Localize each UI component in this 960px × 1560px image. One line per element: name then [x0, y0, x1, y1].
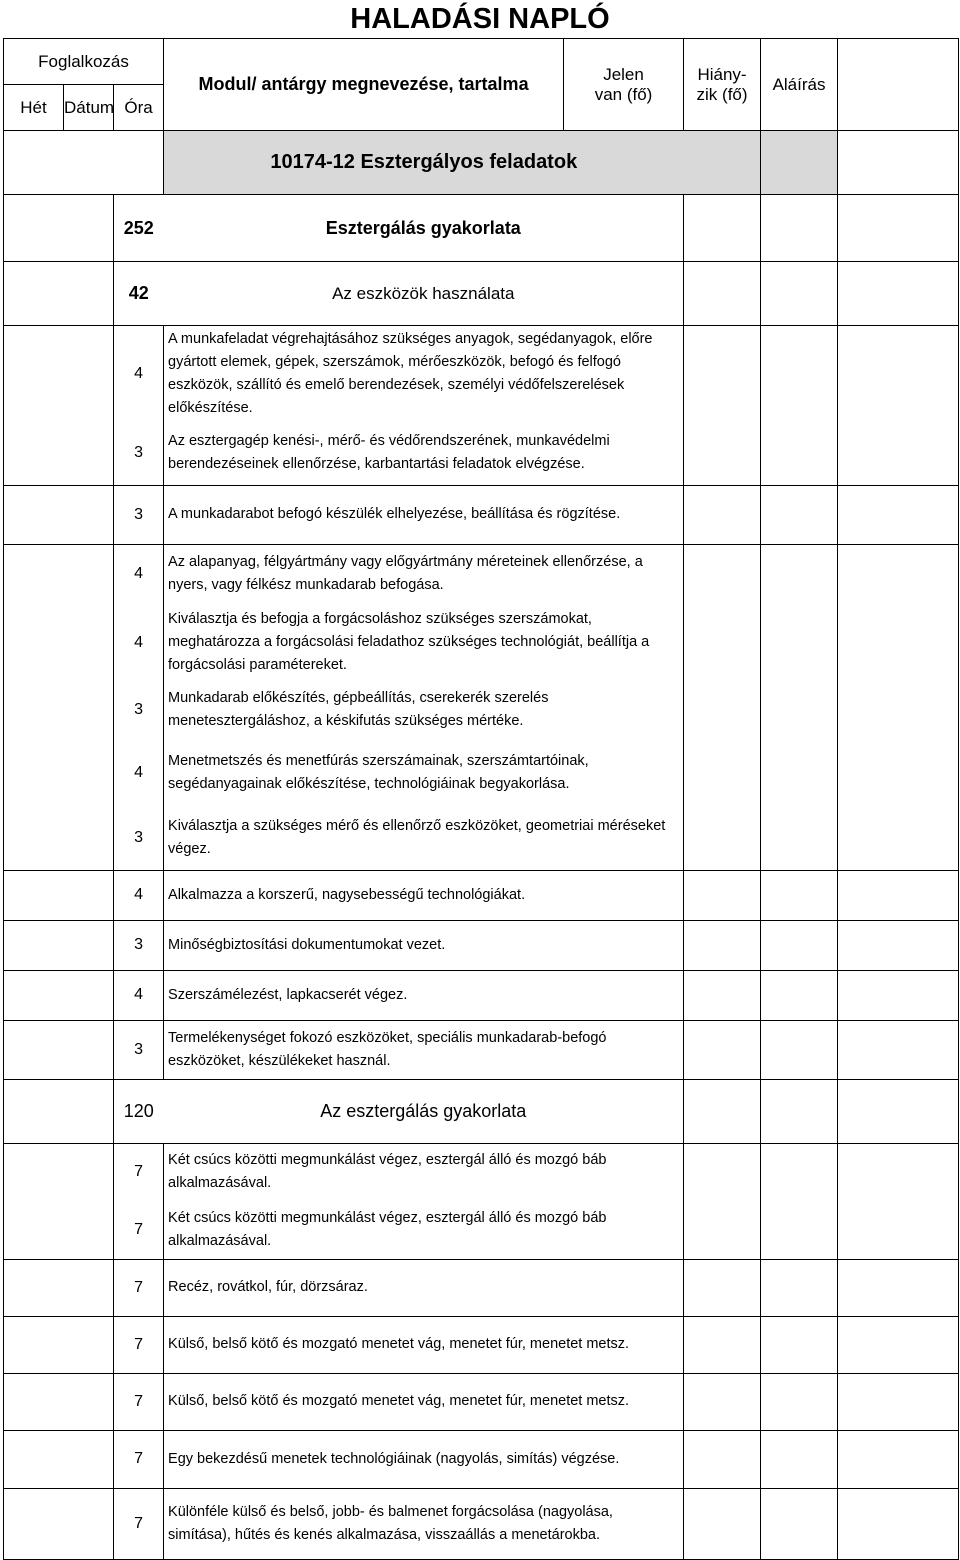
topic2-item-hours: 7 — [114, 1201, 164, 1259]
topic1-single-cell-3 — [838, 1020, 959, 1079]
topic2-single-cell-3 — [838, 1488, 959, 1559]
topic2-item-hours: 7 — [114, 1259, 164, 1316]
topic1-item-text: A munkadarabot befogó készülék elhelyezése, beállítása és rögzítése. — [164, 485, 684, 544]
topic1-item-text: Szerszámélezést, lapkacserét végez. — [164, 970, 684, 1020]
topic1-item-text: Menetmetszés és menetfúrás szerszámainak, szerszámtartóinak, segédanyagainak előkészítése, technológiáinak begyakorlása. — [164, 739, 684, 806]
topic2-title: Az esztergálás gyakorlata — [164, 1079, 684, 1143]
topic1-single-cell-1 — [684, 970, 761, 1020]
topic1-single-cell-2 — [761, 1020, 838, 1079]
topic1-single-blank — [4, 1020, 114, 1079]
topic2-item-hours: 7 — [114, 1488, 164, 1559]
topic2-item-text: Két csúcs közötti megmunkálást végez, esztergál álló és mozgó báb alkalmazásával. — [164, 1143, 684, 1201]
topic1-item-text: Alkalmazza a korszerű, nagysebességű technológiákat. — [164, 870, 684, 920]
topic2-single-cell-2 — [761, 1488, 838, 1559]
module-blank — [4, 131, 164, 195]
topic2-single-cell-3 — [838, 1430, 959, 1488]
topic2-single-cell-2 — [761, 1373, 838, 1430]
header-modul: Modul/ antárgy megnevezése, tartalma — [164, 39, 564, 131]
topic2-hours: 120 — [114, 1079, 164, 1143]
topic1-item-text: Munkadarab előkészítés, gépbeállítás, cserekerék szerelés menetesztergáláshoz, a késkifutás szükséges mértéke. — [164, 681, 684, 739]
topic2-single-cell-3 — [838, 1316, 959, 1373]
header-empty — [838, 39, 959, 131]
topic1-item-hours: 4 — [114, 544, 164, 604]
topic2-blockA-cell-2 — [761, 1143, 838, 1259]
header-het: Hét — [4, 85, 64, 131]
topic1-single-cell-1 — [684, 870, 761, 920]
topic2-single-cell-3 — [838, 1373, 959, 1430]
topic2-cell-1 — [684, 1079, 761, 1143]
topic1-hours: 42 — [114, 262, 164, 326]
topic1-item-text: Termelékenységet fokozó eszközöket, speciális munkadarab-befogó eszközöket, készülékeket használ. — [164, 1020, 684, 1079]
topic1-item-text: A munkafeladat végrehajtásához szükséges anyagok, segédanyagok, előre gyártott elemek, gépek, szerszámok, mérőeszközök, befogó és felfogó eszközök, szállító és emelő berendezések, személyi védőfelszerelések előkészítése. — [164, 326, 684, 423]
topic1-item-hours: 3 — [114, 1020, 164, 1079]
topic2-blockA-cell-1 — [684, 1143, 761, 1259]
topic2-single-cell-1 — [684, 1430, 761, 1488]
topic1-single-cell-2 — [761, 870, 838, 920]
topic2-item-text: Külső, belső kötő és mozgató menetet vág, menetet fúr, menetet metsz. — [164, 1316, 684, 1373]
topic1-item-hours: 4 — [114, 870, 164, 920]
topic1-blockA-cell-1 — [684, 326, 761, 486]
topic2-single-blank — [4, 1430, 114, 1488]
topic1-item-hours: 3 — [114, 681, 164, 739]
subject-blank — [4, 195, 114, 262]
topic1-single-blank — [4, 920, 114, 970]
header-jelen — [564, 39, 684, 131]
topic2-single-cell-1 — [684, 1373, 761, 1430]
header-ora: Óra — [114, 85, 164, 131]
topic2-single-cell-1 — [684, 1488, 761, 1559]
topic2-item-hours: 7 — [114, 1373, 164, 1430]
progress-log-table — [3, 38, 959, 1560]
subject-title: Esztergálás gyakorlata — [164, 195, 684, 262]
topic1-blockA-blank — [4, 326, 114, 486]
topic1-title: Az eszközök használata — [164, 262, 684, 326]
topic2-item-hours: 7 — [114, 1316, 164, 1373]
document-title: HALADÁSI NAPLÓ — [350, 3, 610, 35]
topic1-single-blank — [4, 970, 114, 1020]
topic1-item-text: Az alapanyag, félgyártmány vagy előgyártmány méreteinek ellenőrzése, a nyers, vagy félkész munkadarab befogása. — [164, 544, 684, 604]
topic1-item-text: Az esztergagép kenési-, mérő- és védőrendszerének, munkavédelmi berendezéseinek ellenőrzése, karbantartási feladatok elvégzése. — [164, 422, 684, 485]
topic2-single-cell-2 — [761, 1316, 838, 1373]
topic1-blockA-cell-2 — [761, 326, 838, 486]
topic2-single-blank — [4, 1488, 114, 1559]
topic1-cell-3 — [838, 262, 959, 326]
topic2-single-cell-2 — [761, 1430, 838, 1488]
topic2-item-text: Recéz, rovátkol, fúr, dörzsáraz. — [164, 1259, 684, 1316]
topic2-item-text: Két csúcs közötti megmunkálást végez, esztergál álló és mozgó báb alkalmazásával. — [164, 1201, 684, 1259]
topic2-item-text: Egy bekezdésű menetek technológiáinak (nagyolás, simítás) végzése. — [164, 1430, 684, 1488]
module-title: 10174-12 Esztergályos feladatok — [164, 131, 684, 195]
topic2-single-cell-2 — [761, 1259, 838, 1316]
topic2-blockA-cell-3 — [838, 1143, 959, 1259]
topic2-blockA-blank — [4, 1143, 114, 1259]
topic2-item-hours: 7 — [114, 1143, 164, 1201]
topic1-single-cell-2 — [761, 920, 838, 970]
topic2-item-text: Különféle külső és belső, jobb- és balmenet forgácsolása (nagyolása, simítása), hűtés és kenés alkalmazása, visszaállás a menetárokba. — [164, 1488, 684, 1559]
topic1-item-hours: 3 — [114, 485, 164, 544]
topic1-single-cell-1 — [684, 920, 761, 970]
topic2-blank — [4, 1079, 114, 1143]
header-jelen-line1: Jelen — [603, 64, 644, 84]
topic1-single-cell-2 — [761, 970, 838, 1020]
subject-cell-2 — [761, 195, 838, 262]
topic2-item-text: Külső, belső kötő és mozgató menetet vág, menetet fúr, menetet metsz. — [164, 1373, 684, 1430]
topic1-cell-2 — [761, 262, 838, 326]
topic1-item-hours: 4 — [114, 604, 164, 681]
subject-cell-1 — [684, 195, 761, 262]
topic1-single-cell-3 — [838, 970, 959, 1020]
subject-hours: 252 — [114, 195, 164, 262]
topic1-blockB-cell-1 — [684, 485, 761, 544]
header-alairas: Aláírás — [761, 39, 838, 131]
topic1-blockC-cell-3 — [838, 544, 959, 870]
topic2-single-cell-3 — [838, 1259, 959, 1316]
header-hiany — [684, 39, 761, 131]
topic1-item-hours: 4 — [114, 739, 164, 806]
topic1-item-hours: 4 — [114, 326, 164, 423]
header-datum: Dátum — [64, 85, 114, 131]
topic1-item-text: Minőségbiztosítási dokumentumokat vezet. — [164, 920, 684, 970]
topic1-blockC-blank — [4, 544, 114, 870]
topic1-cell-1 — [684, 262, 761, 326]
topic1-item-hours: 3 — [114, 422, 164, 485]
topic1-single-cell-3 — [838, 920, 959, 970]
topic2-single-cell-1 — [684, 1316, 761, 1373]
topic1-item-text: Kiválasztja és befogja a forgácsoláshoz szükséges szerszámokat, meghatározza a forgácsolási feladathoz szükséges technológiát, beállítja a forgácsolási paramétereket. — [164, 604, 684, 681]
header-hiany-line1: Hiány- — [697, 64, 747, 84]
module-shade-1 — [684, 131, 761, 195]
topic1-single-cell-1 — [684, 1020, 761, 1079]
topic1-blockC-cell-2 — [761, 544, 838, 870]
topic1-blank — [4, 262, 114, 326]
topic2-single-blank — [4, 1373, 114, 1430]
topic1-single-blank — [4, 870, 114, 920]
topic1-item-hours: 3 — [114, 920, 164, 970]
topic2-single-cell-1 — [684, 1259, 761, 1316]
topic2-single-blank — [4, 1259, 114, 1316]
module-shade-2 — [761, 131, 838, 195]
topic2-cell-2 — [761, 1079, 838, 1143]
topic1-item-hours: 3 — [114, 806, 164, 870]
topic1-single-cell-3 — [838, 870, 959, 920]
topic2-single-blank — [4, 1316, 114, 1373]
topic1-blockB-cell-3 — [838, 485, 959, 544]
topic1-blockC-cell-1 — [684, 544, 761, 870]
module-blank-end — [838, 131, 959, 195]
subject-cell-3 — [838, 195, 959, 262]
topic2-cell-3 — [838, 1079, 959, 1143]
topic2-item-hours: 7 — [114, 1430, 164, 1488]
header-foglalkozas: Foglalkozás — [4, 39, 164, 85]
topic1-item-hours: 4 — [114, 970, 164, 1020]
topic1-item-text: Kiválasztja a szükséges mérő és ellenőrző eszközöket, geometriai méréseket végez. — [164, 806, 684, 870]
topic1-blockA-cell-3 — [838, 326, 959, 486]
header-hiany-line2: zik (fő) — [696, 84, 748, 104]
topic1-blockB-cell-2 — [761, 485, 838, 544]
topic1-blockB-blank — [4, 485, 114, 544]
header-jelen-line2: van (fő) — [594, 84, 653, 104]
